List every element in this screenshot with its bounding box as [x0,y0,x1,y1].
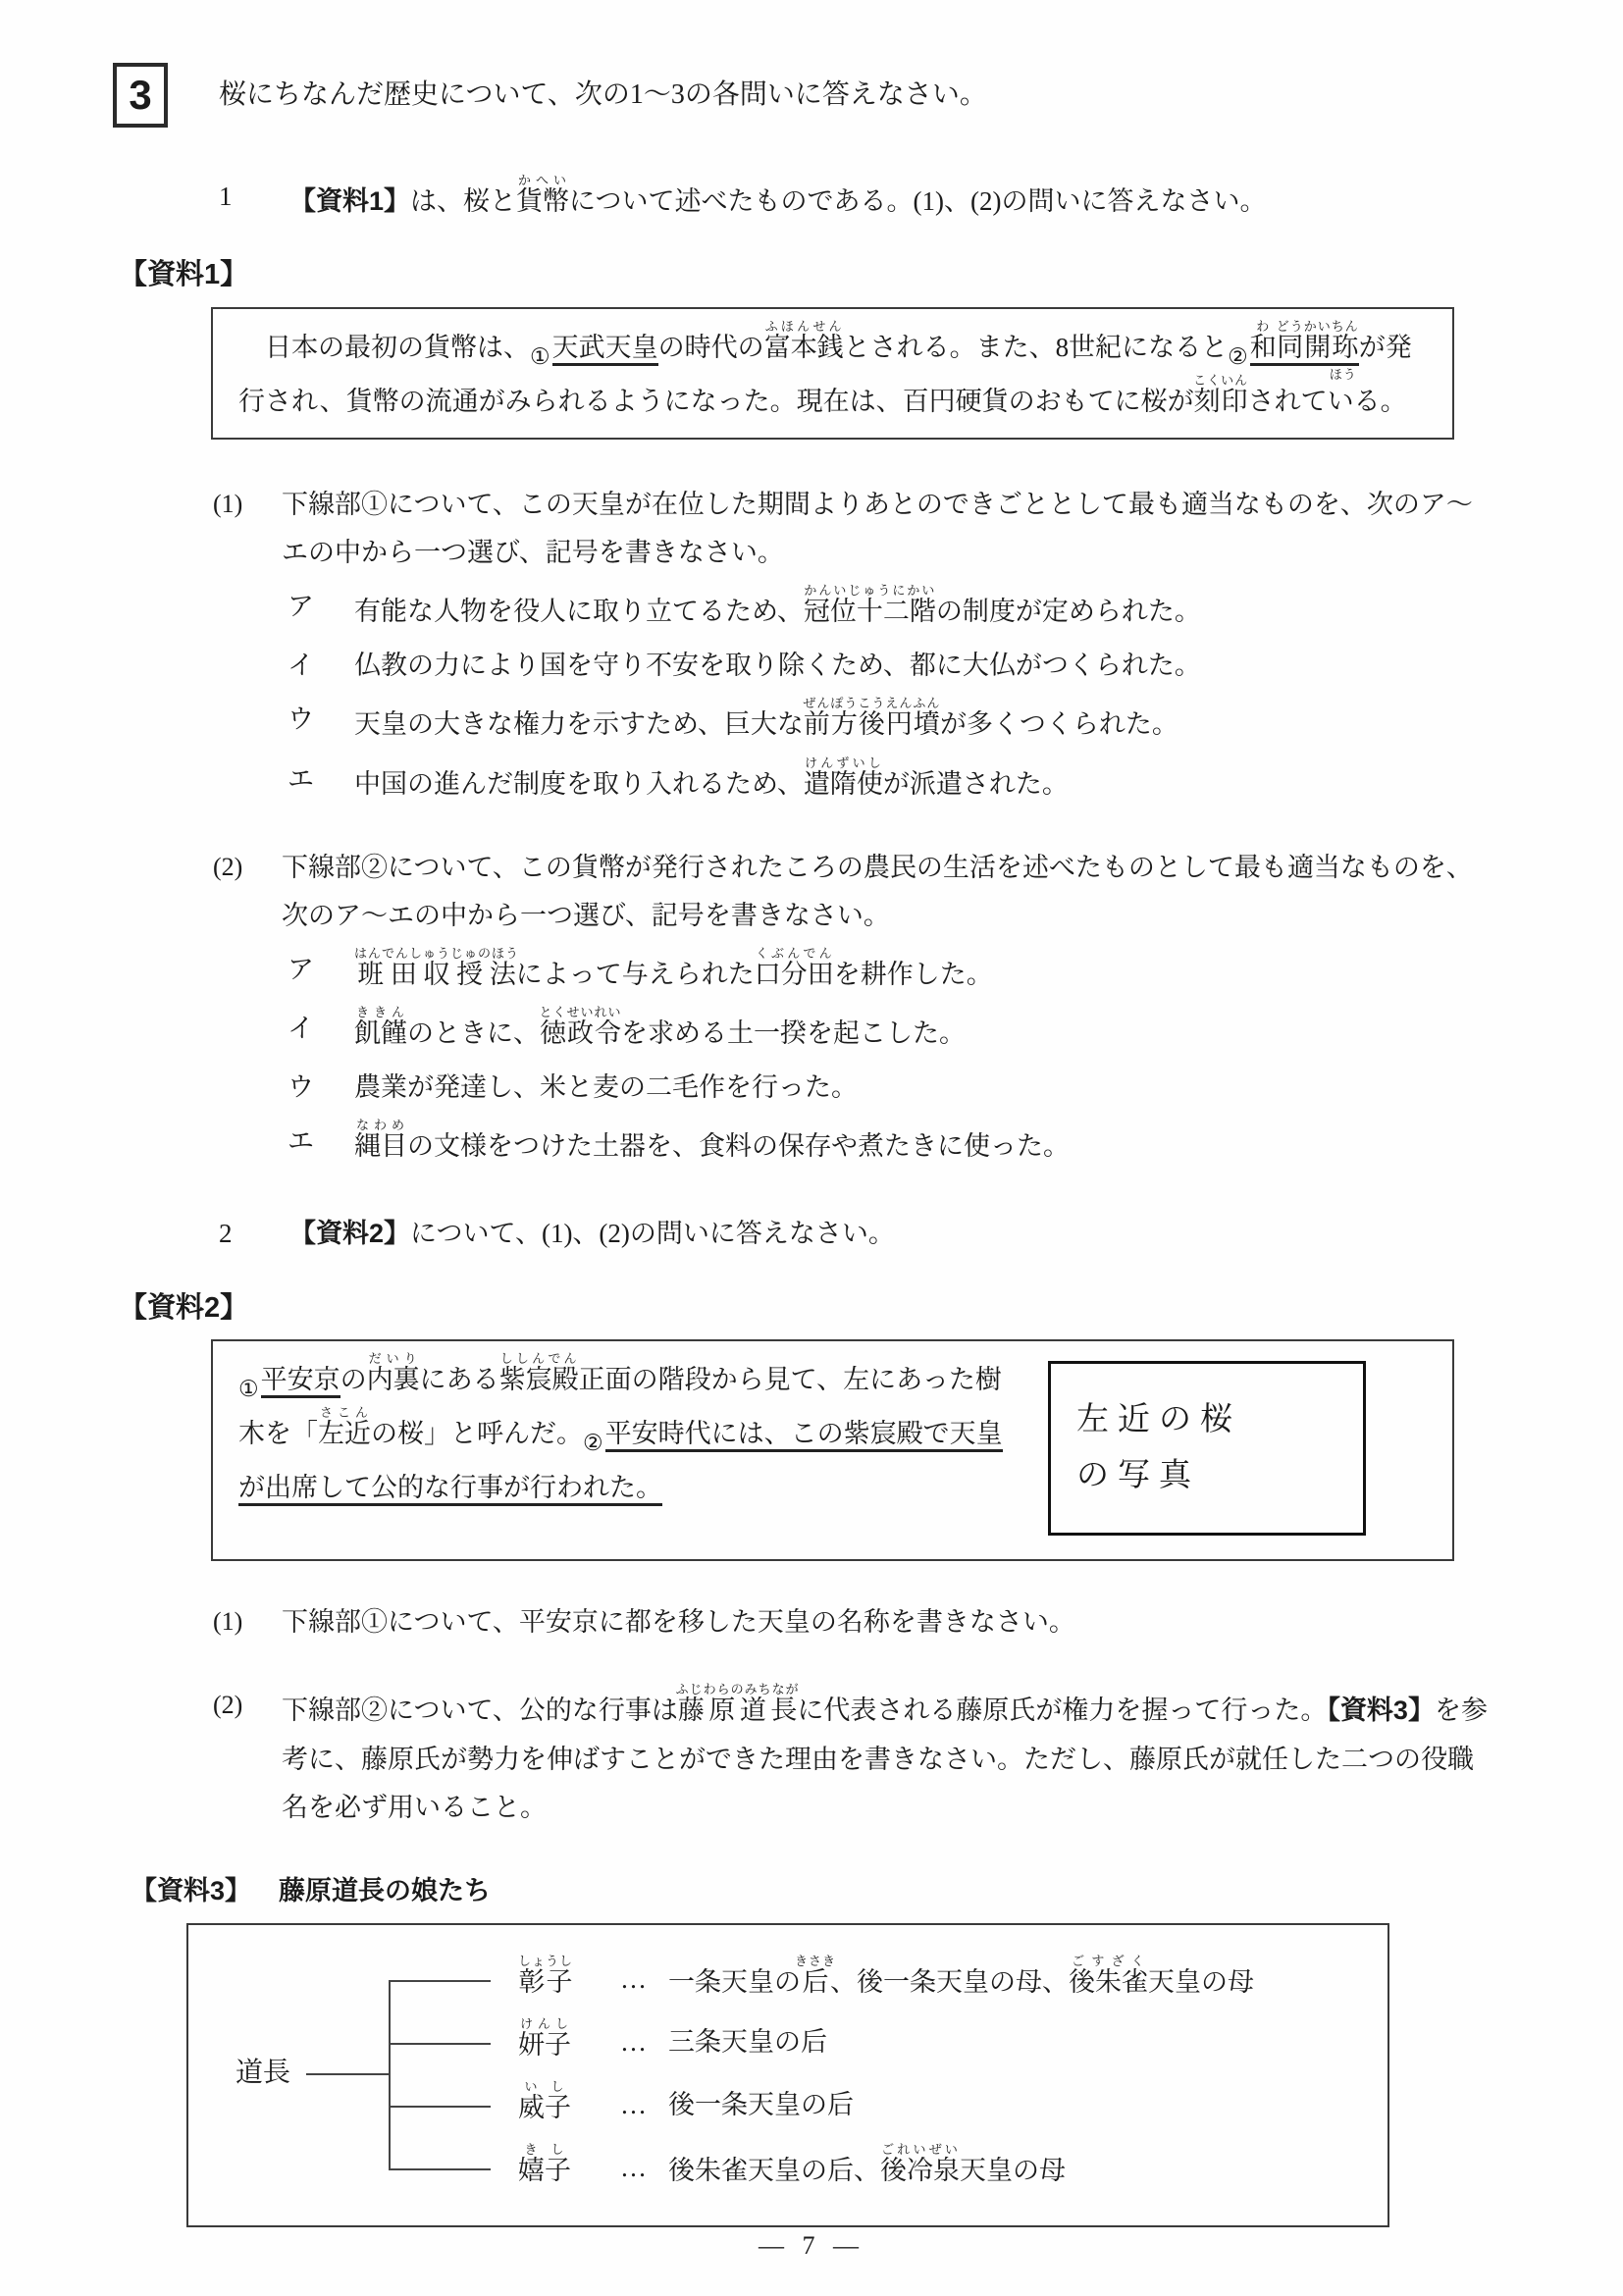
shiryo3-header [131,1867,1495,1915]
part2-intro [211,1210,1495,1258]
option-letter: ア [288,954,314,984]
tree-daughter-name: 嬉子きし [518,2141,572,2185]
question-text: 下線部①について、平安京に都を移した天皇の名称を書きなさい。 [282,1607,1075,1638]
shiryo2-label: 【資料2】 [119,1291,249,1324]
shiryo2-box [211,1339,1454,1561]
question-text: 下線部②について、公的な行事は藤原道長ふじわらのみちながに代表される藤原氏が権力を握って行った。【資料3】を参考に、藤原氏が勢力を伸ばすことができた理由を書きなさい。ただし、藤原氏が就任した二つの役職名を必ず用いること。 [282,1682,1488,1822]
part1-question2 [211,844,1495,1172]
sakon-sakura-photo-placeholder [1048,1361,1366,1536]
tree-row [389,2074,1370,2137]
tree-separator: … [620,2153,648,2183]
question-text: 下線部②について、この貨幣が発行されたころの農民の生活を述べたものとして最も適当なものを、次のア～エの中から一つ選び、記号を書きなさい。 [282,852,1473,930]
tree-daughter-desc: 一条天皇の后きさき、後一条天皇の母、後朱雀ごすざく天皇の母 [668,1953,1255,1997]
tree-daughter-name: 彰子しょうし [518,1953,574,1997]
tree-row [389,2011,1370,2074]
option-row [282,642,1495,690]
tree-daughter-desc: 三条天皇の后 [668,2027,828,2058]
shiryo1-box [211,307,1454,440]
tree-parent-name: 道長 [236,2058,291,2089]
shiryo3-label: 【資料3】 [131,1875,252,1905]
tree-separator: … [620,2027,648,2058]
question-prompt: 桜にちなんだ歴史について、次の1～3の各問いに答えなさい。 [219,78,987,110]
part2-question2 [211,1682,1495,1831]
options-list [282,946,1495,1172]
tree-separator: … [620,1964,648,1995]
part1-question1 [211,481,1495,809]
option-letter: ア [288,592,314,622]
option-letter: ウ [288,704,314,735]
tree-separator: … [620,2090,648,2120]
option-row [282,1064,1495,1112]
question-marker: (1) [213,1607,243,1637]
part1-intro [211,173,1495,226]
question-header [113,63,1495,128]
tree-daughter-desc: 後一条天皇の后 [668,2090,855,2120]
shiryo2-text: ①平安京の内裏だいりにある紫宸殿ししんでん正面の階段から見て、左にあった樹木を「左近さこんの桜」と呼んだ。②平安時代には、この紫宸殿で天皇が出席して公的な行事が行われた。 [238,1351,1427,1512]
question-marker: (2) [213,852,243,881]
option-letter: エ [288,763,314,794]
tree-rows [389,1949,1370,2200]
tree-parent-connector [306,2073,389,2075]
option-text: 有能な人物を役人に取り立てるため、冠位十二階かんいじゅうにかいの制度が定められた。 [354,583,1201,627]
option-row [282,946,1495,999]
option-row [282,756,1495,809]
page-number: ― 7 ― [759,2230,864,2260]
question-marker: (2) [213,1691,243,1720]
question-number-badge: 3 [113,63,168,128]
option-row [282,1005,1495,1058]
option-text: 縄目なわめの文様をつけた土器を、食料の保存や煮たきに使った。 [354,1118,1070,1162]
option-letter: ウ [288,1072,314,1103]
part2-intro-text: 【資料2】について、(1)、(2)の問いに答えなさい。 [289,1219,895,1249]
option-text: 農業が発達し、米と麦の二毛作を行った。 [354,1072,858,1103]
part2-number: 2 [219,1219,233,1249]
option-letter: エ [288,1126,314,1157]
tree-daughter-name: 妍子けんし [518,2015,572,2060]
tree-daughter-desc: 後朱雀天皇の后、後冷泉ごれいぜい天皇の母 [668,2141,1067,2185]
shiryo1-label: 【資料1】 [119,259,249,291]
part1-number: 1 [219,182,233,211]
option-text: 飢饉ききんのときに、徳政令とくせいれいを求める土一揆を起こした。 [354,1005,967,1048]
option-row [282,696,1495,749]
options-list [282,583,1495,809]
option-row [282,1118,1495,1171]
photo-caption-line: 左近の桜 [1076,1401,1241,1437]
part2-question1 [211,1598,1495,1646]
shiryo3-box [186,1923,1389,2227]
option-text: 班田収授法はんでんしゅうじゅのほうによって与えられた口分田くぶんでんを耕作した。 [354,945,993,989]
part1-intro-text: 【資料1】は、桜と貨幣かへいについて述べたものである。(1)、(2)の問いに答えなさい。 [289,173,1267,216]
tree-row [389,1949,1370,2011]
option-text: 仏教の力により国を守り不安を取り除くため、都に大仏がつくられた。 [354,651,1201,681]
tree-parent [236,2049,389,2099]
shiryo1-text: 日本の最初の貨幣は、①天武天皇の時代の富本銭ふほんせんとされる。また、8世紀になると②和わ同開珎どうかいちん ほう が発行され、貨幣の流通がみられるようになった。現在は、百円硬貨のおもてに桜が刻印こくいんされている。 [238,318,1412,416]
option-text: 中国の進んだ制度を取り入れるため、遣隋使けんずいしが派遣された。 [354,755,1069,799]
family-tree [236,1949,1370,2200]
tree-daughter-name: 威子いし [518,2078,572,2122]
photo-caption-line: の写真 [1076,1458,1200,1494]
question-text: 下線部①について、この天皇が在位した期間よりあとのできごととして最も適当なものを、次のア～エの中から一つ選び、記号を書きなさい。 [282,489,1473,567]
option-letter: イ [288,651,314,681]
tree-row [389,2137,1370,2200]
option-letter: イ [288,1014,314,1043]
shiryo3-title: 藤原道長の娘たち [279,1875,492,1905]
option-text: 天皇の大きな権力を示すため、巨大な前方後円墳ぜんぽうこうえんふんが多くつくられた。 [354,696,1178,740]
question-marker: (1) [213,489,243,518]
option-row [282,583,1495,636]
